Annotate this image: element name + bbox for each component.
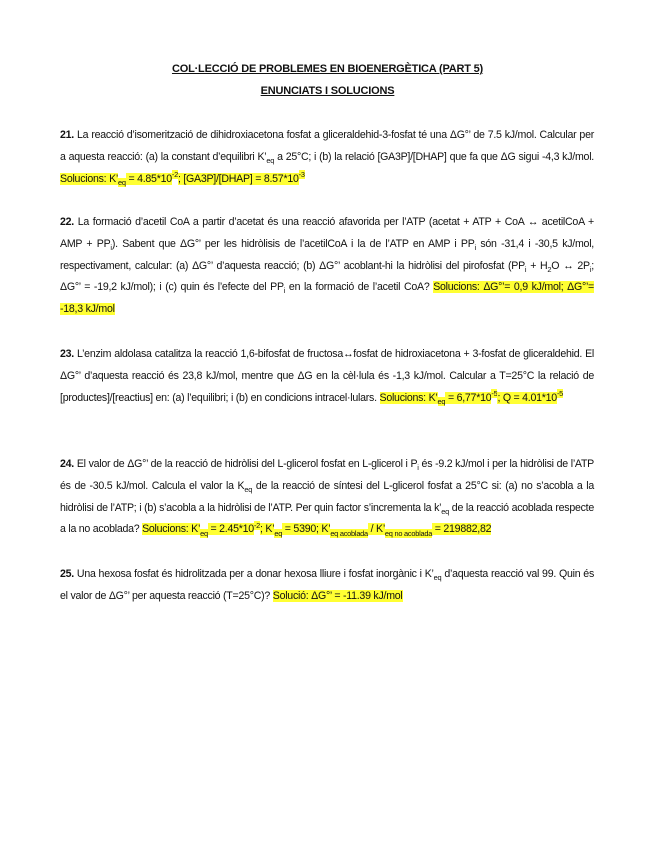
solution-text: -3	[298, 170, 305, 180]
statement-text: O ↔ 2P	[551, 259, 590, 272]
solution-text: / K’	[367, 523, 385, 536]
statement-text: de la reacció acoblada respecte a la no acoblada?	[60, 501, 594, 536]
solution-text: -5	[556, 389, 564, 399]
solution-text: Solucions: K’	[60, 172, 118, 185]
subscript: eq	[244, 484, 253, 494]
subscript: i	[524, 264, 527, 274]
solution-text: eq	[200, 528, 208, 538]
solution-text: = 219882,82	[432, 523, 492, 536]
document-title: COL·LECCIÓ DE PROBLEMES EN BIOENERGÈTICA (PART 5)	[171, 63, 484, 75]
subscript: i	[589, 264, 592, 274]
problem-24	[60, 454, 594, 541]
statement-text: de la reacció de síntesi del L-glicerol fosfat a 25°C si: (a) no s’acobla a la hidròlisi de l’ATP; i (b) s’acobla a la hidròlisi de l’ATP. Per quin factor s’incrementa la k’	[60, 479, 594, 514]
subscript: i	[417, 463, 419, 473]
statement-text: El valor de ΔG°’ de la reacció de hidròlisi del L-glicerol fosfat en L-glicerol i P	[73, 458, 418, 470]
statement-text: d’aquesta reacció val 99. Quin és el valor de ΔG°’ per aquesta reacció (T=25°C)?	[60, 568, 594, 602]
subscript: i	[110, 242, 112, 252]
statement-text: + H	[526, 259, 548, 272]
solution-text: ; [GA3P]/[DHAP] = 8.57*10	[177, 172, 299, 185]
solution-text: eq no acoblada	[384, 528, 433, 538]
statement-text: són -31,4 i -30,5 kJ/mol, respectivament, calcular: (a) ΔG°’ d’aquesta reacció; (b) ΔG°’ acoblant-hi la hidròlisi del pirofosfat (PP	[60, 237, 594, 272]
solution-text: ; K’	[260, 523, 275, 536]
statement-text: La formació d’acetil CoA a partir d’acetat és una reacció afavorida per l’ATP (acetat + ATP + CoA ↔ acetilCoA + AMP + PP	[60, 216, 594, 250]
solution-text: eq	[274, 528, 283, 538]
statement-text: ). Sabent que ΔG°’ per les hidròlisis de l’acetilCoA i la de l’ATP en AMP i PP	[111, 237, 475, 250]
problem-22	[60, 212, 594, 321]
solution-text: eq acoblada	[330, 528, 368, 538]
problem-25	[60, 564, 594, 608]
solution-text: ; Q = 4.01*10	[497, 391, 557, 404]
subscript: i	[283, 286, 286, 296]
subscript: eq	[266, 155, 275, 165]
solution-text: eq	[118, 177, 126, 187]
solution-text: = 2.45*10	[207, 523, 254, 536]
statement-text: L’enzim aldolasa catalitza la reacció 1,6-bifosfat de fructosa↔fosfat de hidroxiacetona + 3-fosfat de gliceraldehid. El ΔG°’ d’aquesta reacció és 23,8 kJ/mol, mentre que ΔG en la cèl·lula és -1,3 kJ/mol. Calcular a T=25°C la relació de [productes]/[reactius] en: (a) l’equilibri; i (b) en condicions intracel·lulars.	[60, 348, 594, 404]
solution-text: = 4.85*10	[125, 172, 172, 185]
problem-23	[60, 344, 594, 409]
solution-text: -2	[253, 520, 261, 530]
solution-text: Solucions: K’	[142, 523, 201, 536]
statement-text: ; ΔG°’ = -19,2 kJ/mol); i (c) quin és l’efecte del PP	[60, 259, 594, 294]
solution-text: Solució: ΔG°’ = -11.39 kJ/mol	[272, 589, 403, 602]
statement-text: en la formació de l’acetil CoA?	[285, 281, 434, 294]
document-subtitle: ENUNCIATS I SOLUCIONS	[260, 85, 395, 97]
problem-21	[60, 125, 594, 190]
solution-text: = 6,77*10	[445, 391, 492, 404]
statement-text: Una hexosa fosfat és hidrolitzada per a donar hexosa lliure i fosfat inorgànic i K’	[73, 568, 434, 580]
subscript: eq	[441, 506, 450, 516]
problem-number: 22.	[60, 216, 74, 228]
solution-text: Solucions: K’	[379, 391, 438, 404]
solution-text: -5	[491, 389, 498, 399]
solution-text: = 5390; K’	[282, 523, 331, 536]
problem-number: 21.	[60, 129, 74, 141]
subscript: 2	[547, 264, 552, 274]
subscript: i	[474, 242, 476, 252]
statement-text: a 25°C; i (b) la relació [GA3P]/[DHAP] que fa que ΔG sigui -4,3 kJ/mol.	[274, 150, 594, 163]
problem-number: 23.	[60, 348, 74, 360]
solution-text: -2	[171, 170, 178, 180]
problem-number: 24.	[60, 458, 74, 470]
subscript: eq	[433, 573, 442, 583]
solution-text: eq	[437, 396, 446, 406]
problem-number: 25.	[60, 568, 74, 580]
solution-text: Solucions: ΔG°’= 0,9 kJ/mol; ΔG°’= -18,3 kJ/mol	[60, 281, 594, 316]
statement-text: La reacció d’isomerització de dihidroxiacetona fosfat a gliceraldehid-3-fosfat té una ΔG°’ de 7.5 kJ/mol. Calcular per a aquesta reacció: (a) la constant d’equilibri K’	[60, 129, 594, 163]
statement-text: és -9.2 kJ/mol i per la hidròlisi de l’ATP és de -30.5 kJ/mol. Calcula el valor la K	[60, 458, 595, 492]
